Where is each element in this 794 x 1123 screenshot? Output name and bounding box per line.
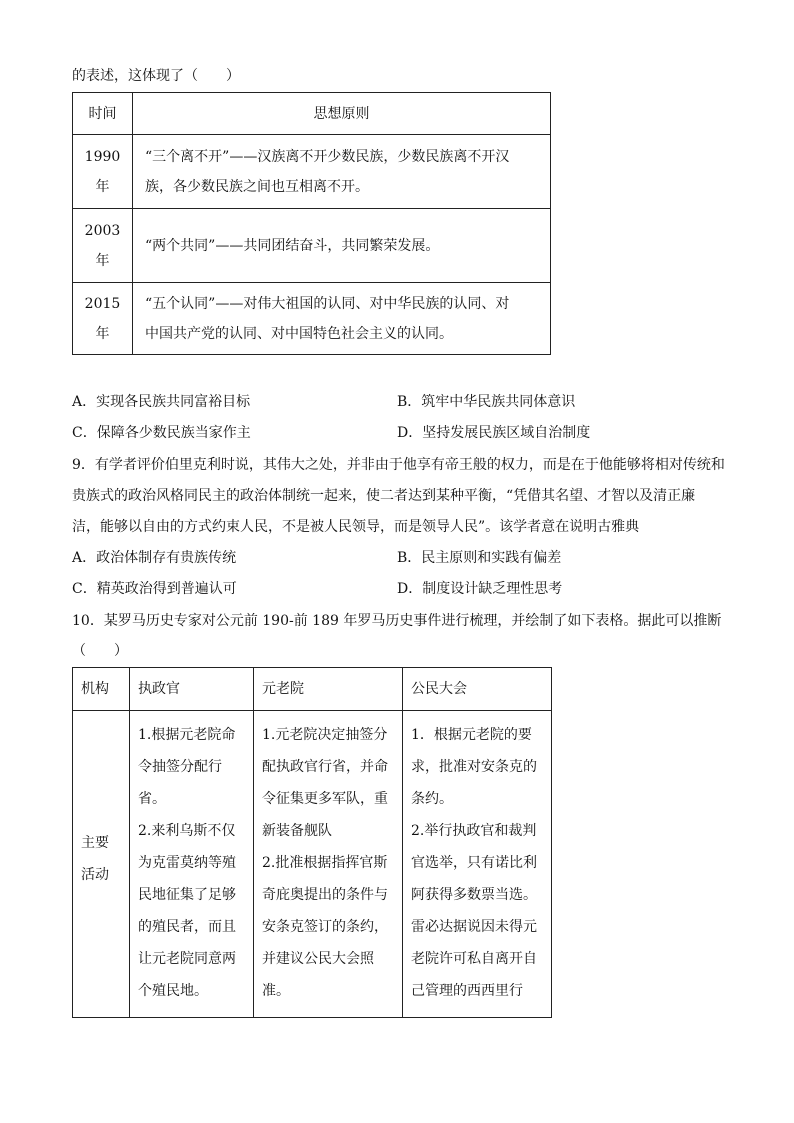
q9-option-a[interactable]: A．政治体制存有贵族传统 bbox=[72, 550, 237, 566]
principle-line: 中国共产党的认同、对中国特色社会主义的认同。 bbox=[145, 325, 453, 342]
principle-line: “两个共同”——共同团结奋斗，共同繁荣发展。 bbox=[145, 237, 440, 254]
senate-activities: 1.元老院决定抽签分 配执政官行省，并命 令征集更多军队，重 新装备舰队 2.批准根据指挥官斯 奇庇奥提出的条件与 安条克签订的条约， 并建议公民大会照 准。 bbox=[254, 711, 403, 1018]
intro-text: 的表述，这体现了（ ） bbox=[72, 68, 240, 84]
q9-option-c[interactable]: C．精英政治得到普遍认可 bbox=[72, 581, 237, 597]
year-cell: 2015 bbox=[84, 295, 121, 312]
table-header-assembly: 公民大会 bbox=[403, 668, 552, 711]
year-suffix: 年 bbox=[95, 252, 110, 269]
principle-line: “五个认同”——对伟大祖国的认同、对中华民族的认同、对 bbox=[145, 295, 510, 312]
table-header-senate: 元老院 bbox=[254, 668, 403, 711]
q9-option-d[interactable]: D．制度设计缺乏理性思考 bbox=[397, 581, 563, 597]
q8-option-b[interactable]: B．筑牢中华民族共同体意识 bbox=[397, 394, 576, 410]
q9-stem-line: 贵族式的政治风格同民主的政治体制统一起来，使二者达到某种平衡，“凭借其名望、才智以及清正廉 bbox=[72, 488, 696, 504]
q8-option-a[interactable]: A．实现各民族共同富裕目标 bbox=[72, 394, 251, 410]
q10-stem-line: 10．某罗马历史专家对公元前 190-前 189 年罗马历史事件进行梳理，并绘制了如下表格。据此可以推断 bbox=[72, 613, 722, 629]
year-suffix: 年 bbox=[95, 325, 110, 342]
roman-history-table bbox=[72, 667, 552, 1018]
consul-activities: 1.根据元老院命 令抽签分配行 省。 2.来利乌斯不仅 为克雷莫纳等殖 民地征集了足够 的殖民者，而且 让元老院同意两 个殖民地。 bbox=[130, 711, 254, 1018]
q10-answer-blank: （ ） bbox=[72, 643, 128, 659]
table-row bbox=[73, 711, 552, 1018]
table-header-institution: 机构 bbox=[73, 668, 130, 711]
table-row bbox=[73, 135, 551, 209]
principle-line: “三个离不开”——汉族离不开少数民族，少数民族离不开汉 bbox=[145, 148, 510, 165]
table-row bbox=[73, 209, 551, 283]
q8-option-c[interactable]: C．保障各少数民族当家作主 bbox=[72, 425, 251, 441]
year-cell: 2003 bbox=[84, 222, 121, 239]
row-label: 主要 bbox=[81, 835, 109, 851]
q9-option-b[interactable]: B．民主原则和实践有偏差 bbox=[397, 550, 562, 566]
thought-principles-table bbox=[72, 92, 551, 355]
q9-stem-line: 9．有学者评价伯里克利时说，其伟大之处，并非由于他享有帝王般的权力，而是在于他能够将相对传统和 bbox=[72, 457, 725, 473]
q9-stem-line: 洁，能够以自由的方式约束人民，不是被人民领导，而是领导人民”。该学者意在说明古雅典 bbox=[72, 519, 640, 535]
row-label: 活动 bbox=[81, 867, 109, 883]
principle-line: 族，各少数民族之间也互相离不开。 bbox=[145, 178, 369, 195]
year-cell: 1990 bbox=[84, 148, 121, 165]
table-header-time: 时间 bbox=[73, 93, 133, 135]
table-row bbox=[73, 283, 551, 355]
table-header-consul: 执政官 bbox=[130, 668, 254, 711]
assembly-activities: 1．根据元老院的要 求，批准对安条克的 条约。 2.举行执政官和裁判 官选举，只有诺比利 阿获得多数票当选。 雷必达据说因未得元 老院许可私自离开自 己管理的西西里行 bbox=[403, 711, 552, 1018]
q8-option-d[interactable]: D．坚持发展民族区域自治制度 bbox=[397, 425, 591, 441]
table-header-principle: 思想原则 bbox=[133, 93, 551, 135]
year-suffix: 年 bbox=[95, 178, 110, 195]
